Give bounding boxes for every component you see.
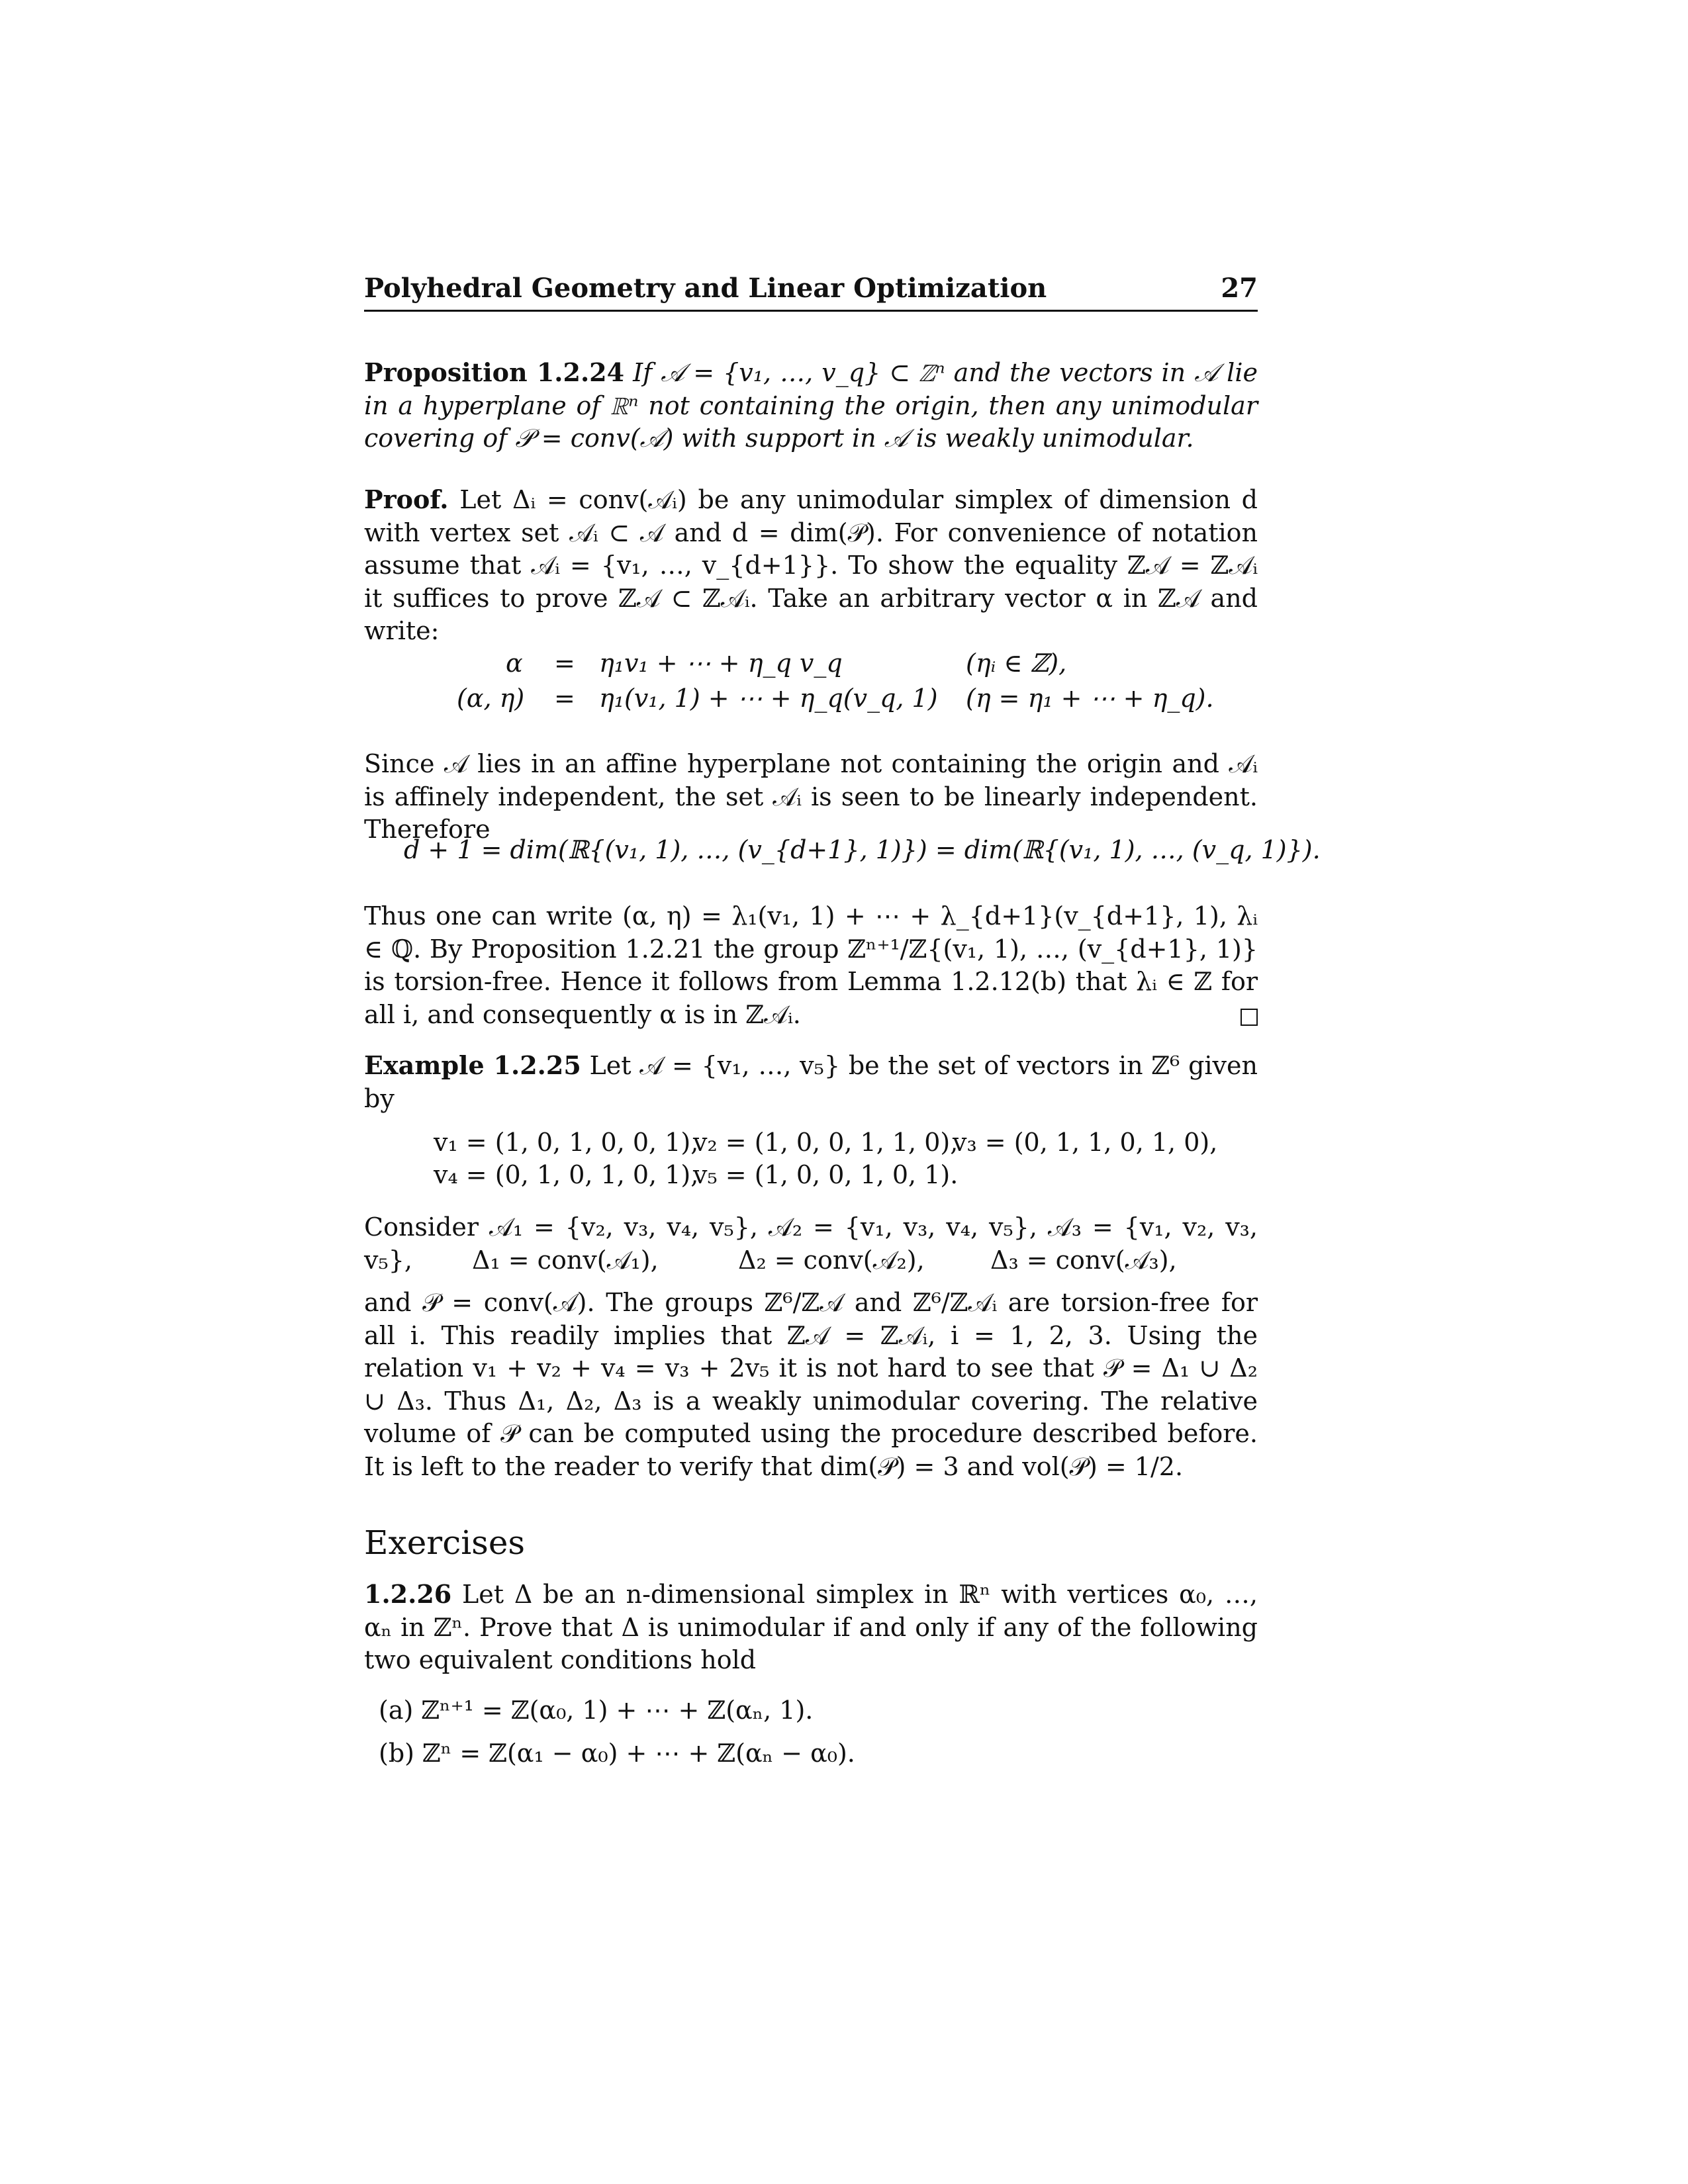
example-label: Example 1.2.25 (364, 1050, 581, 1080)
running-header (364, 270, 1258, 312)
proof-label: Proof. (364, 484, 449, 514)
proof-text-1: Let Δᵢ = conv(𝒜ᵢ) be any unimodular simplex of dimension d with vertex set 𝒜ᵢ ⊂ 𝒜 and d = dim(𝒫). For convenience of notation assume that 𝒜ᵢ = {v₁, …, v_{d+1}}. To show the equality ℤ𝒜 = ℤ𝒜ᵢ it suffices to prove ℤ𝒜 ⊂ ℤ𝒜ᵢ. Take an arbitrary vector α in ℤ𝒜 and write: (364, 485, 1258, 646)
vector-v5: v₅ = (1, 0, 0, 1, 0, 1). (693, 1160, 959, 1189)
eq1-row2-lhs: (α, η) (457, 684, 525, 713)
eq1-row2-rhs: η₁(v₁, 1) + ⋯ + η_q(v_q, 1) (599, 684, 938, 713)
delta-definitions (364, 1246, 1258, 1279)
proof-text-2: Since 𝒜 lies in an affine hyperplane not containing the origin and 𝒜ᵢ is affinely independent, the set 𝒜ᵢ is seen to be linearly independent. Therefore (364, 749, 1258, 844)
delta-1: Δ₁ = conv(𝒜₁), (472, 1246, 659, 1275)
equation-dimension: d + 1 = dim(ℝ{(v₁, 1), …, (v_{d+1}, 1)}) = dim(ℝ{(v₁, 1), …, (v_q, 1)}). (404, 835, 1321, 864)
example-paragraph (364, 1287, 1258, 1484)
eq1-row2-condition: (η = η₁ + ⋯ + η_q). (966, 684, 1214, 713)
example-consider-text: Consider 𝒜₁ = {v₂, v₃, v₄, v₅}, 𝒜₂ = {v₁, v₃, v₄, v₅}, 𝒜₃ = {v₁, v₂, v₃, v₅}, (364, 1212, 1258, 1275)
exercise-text: Let Δ be an n-dimensional simplex in ℝⁿ with vertices α₀, …, αₙ in ℤⁿ. Prove that Δ is unimodular if and only if any of the following two equivalent conditions hold (364, 1580, 1258, 1675)
exercises-heading: Exercises (364, 1524, 526, 1562)
eq1-row1-rhs: η₁v₁ + ⋯ + η_q v_q (599, 649, 843, 678)
vector-v1: v₁ = (1, 0, 1, 0, 0, 1), (434, 1128, 699, 1157)
proposition-text: If 𝒜 = {v₁, …, v_q} ⊂ ℤⁿ and the vectors in 𝒜 lie in a hyperplane of ℝⁿ not containing the origin, then any unimodular covering of 𝒫 = conv(𝒜) with support in 𝒜 is weakly unimodular. (364, 358, 1258, 453)
example-text: and 𝒫 = conv(𝒜). The groups ℤ⁶/ℤ𝒜 and ℤ⁶/ℤ𝒜ᵢ are torsion-free for all i. This readily implies that ℤ𝒜 = ℤ𝒜ᵢ, i = 1, 2, 3. Using the relation v₁ + v₂ + v₄ = v₃ + 2v₅ it is not hard to see that 𝒫 = Δ₁ ∪ Δ₂ ∪ Δ₃. Thus Δ₁, Δ₂, Δ₃ is a weakly unimodular covering. The relative volume of 𝒫 can be computed using the procedure described before. It is left to the reader to verify that dim(𝒫) = 3 and vol(𝒫) = 1/2. (364, 1288, 1258, 1481)
example-intro-text: Let 𝒜 = {v₁, …, v₅} be the set of vectors in ℤ⁶ given by (364, 1051, 1258, 1113)
exercise-item-a: (a) ℤⁿ⁺¹ = ℤ(α₀, 1) + ⋯ + ℤ(αₙ, 1). (379, 1696, 814, 1725)
exercise-label: 1.2.26 (364, 1579, 452, 1609)
qed-square (1241, 1009, 1258, 1026)
vector-v2: v₂ = (1, 0, 0, 1, 1, 0), (693, 1128, 959, 1157)
vector-v4: v₄ = (0, 1, 0, 1, 0, 1), (434, 1160, 699, 1189)
running-title: Polyhedral Geometry and Linear Optimization (364, 273, 1047, 304)
delta-3: Δ₃ = conv(𝒜₃), (990, 1246, 1177, 1275)
eq1-row1-condition: (ηᵢ ∈ ℤ), (966, 649, 1067, 678)
proposition-label: Proposition 1.2.24 (364, 357, 625, 387)
proposition (364, 356, 1258, 455)
page-number: 27 (1221, 273, 1258, 304)
exercise-1-2-26 (364, 1578, 1258, 1677)
eq1-row2-rel: = (554, 684, 575, 713)
proof-paragraph-3 (364, 900, 1258, 1031)
proof-text-3: Thus one can write (α, η) = λ₁(v₁, 1) + ⋯ + λ_{d+1}(v_{d+1}, 1), λᵢ ∈ ℚ. By Proposition 1.2.21 the group ℤⁿ⁺¹/ℤ{(v₁, 1), …, (v_{d+1}, 1)} is torsion-free. Hence it follows from Lemma 1.2.12(b) that λᵢ ∈ ℤ for all i, and consequently α is in ℤ𝒜ᵢ. (364, 901, 1258, 1029)
proof-paragraph-1 (364, 483, 1258, 648)
vector-list (364, 1128, 1258, 1201)
vector-v3: v₃ = (0, 1, 1, 0, 1, 0), (953, 1128, 1218, 1157)
delta-2: Δ₂ = conv(𝒜₂), (738, 1246, 925, 1275)
proof-paragraph-2 (364, 748, 1258, 846)
example-intro (364, 1049, 1258, 1115)
exercise-item-b: (b) ℤⁿ = ℤ(α₁ − α₀) + ⋯ + ℤ(αₙ − α₀). (379, 1739, 855, 1768)
eq1-row1-lhs: α (506, 649, 523, 678)
equation-alpha (364, 649, 1258, 721)
eq1-row1-rel: = (554, 649, 575, 678)
